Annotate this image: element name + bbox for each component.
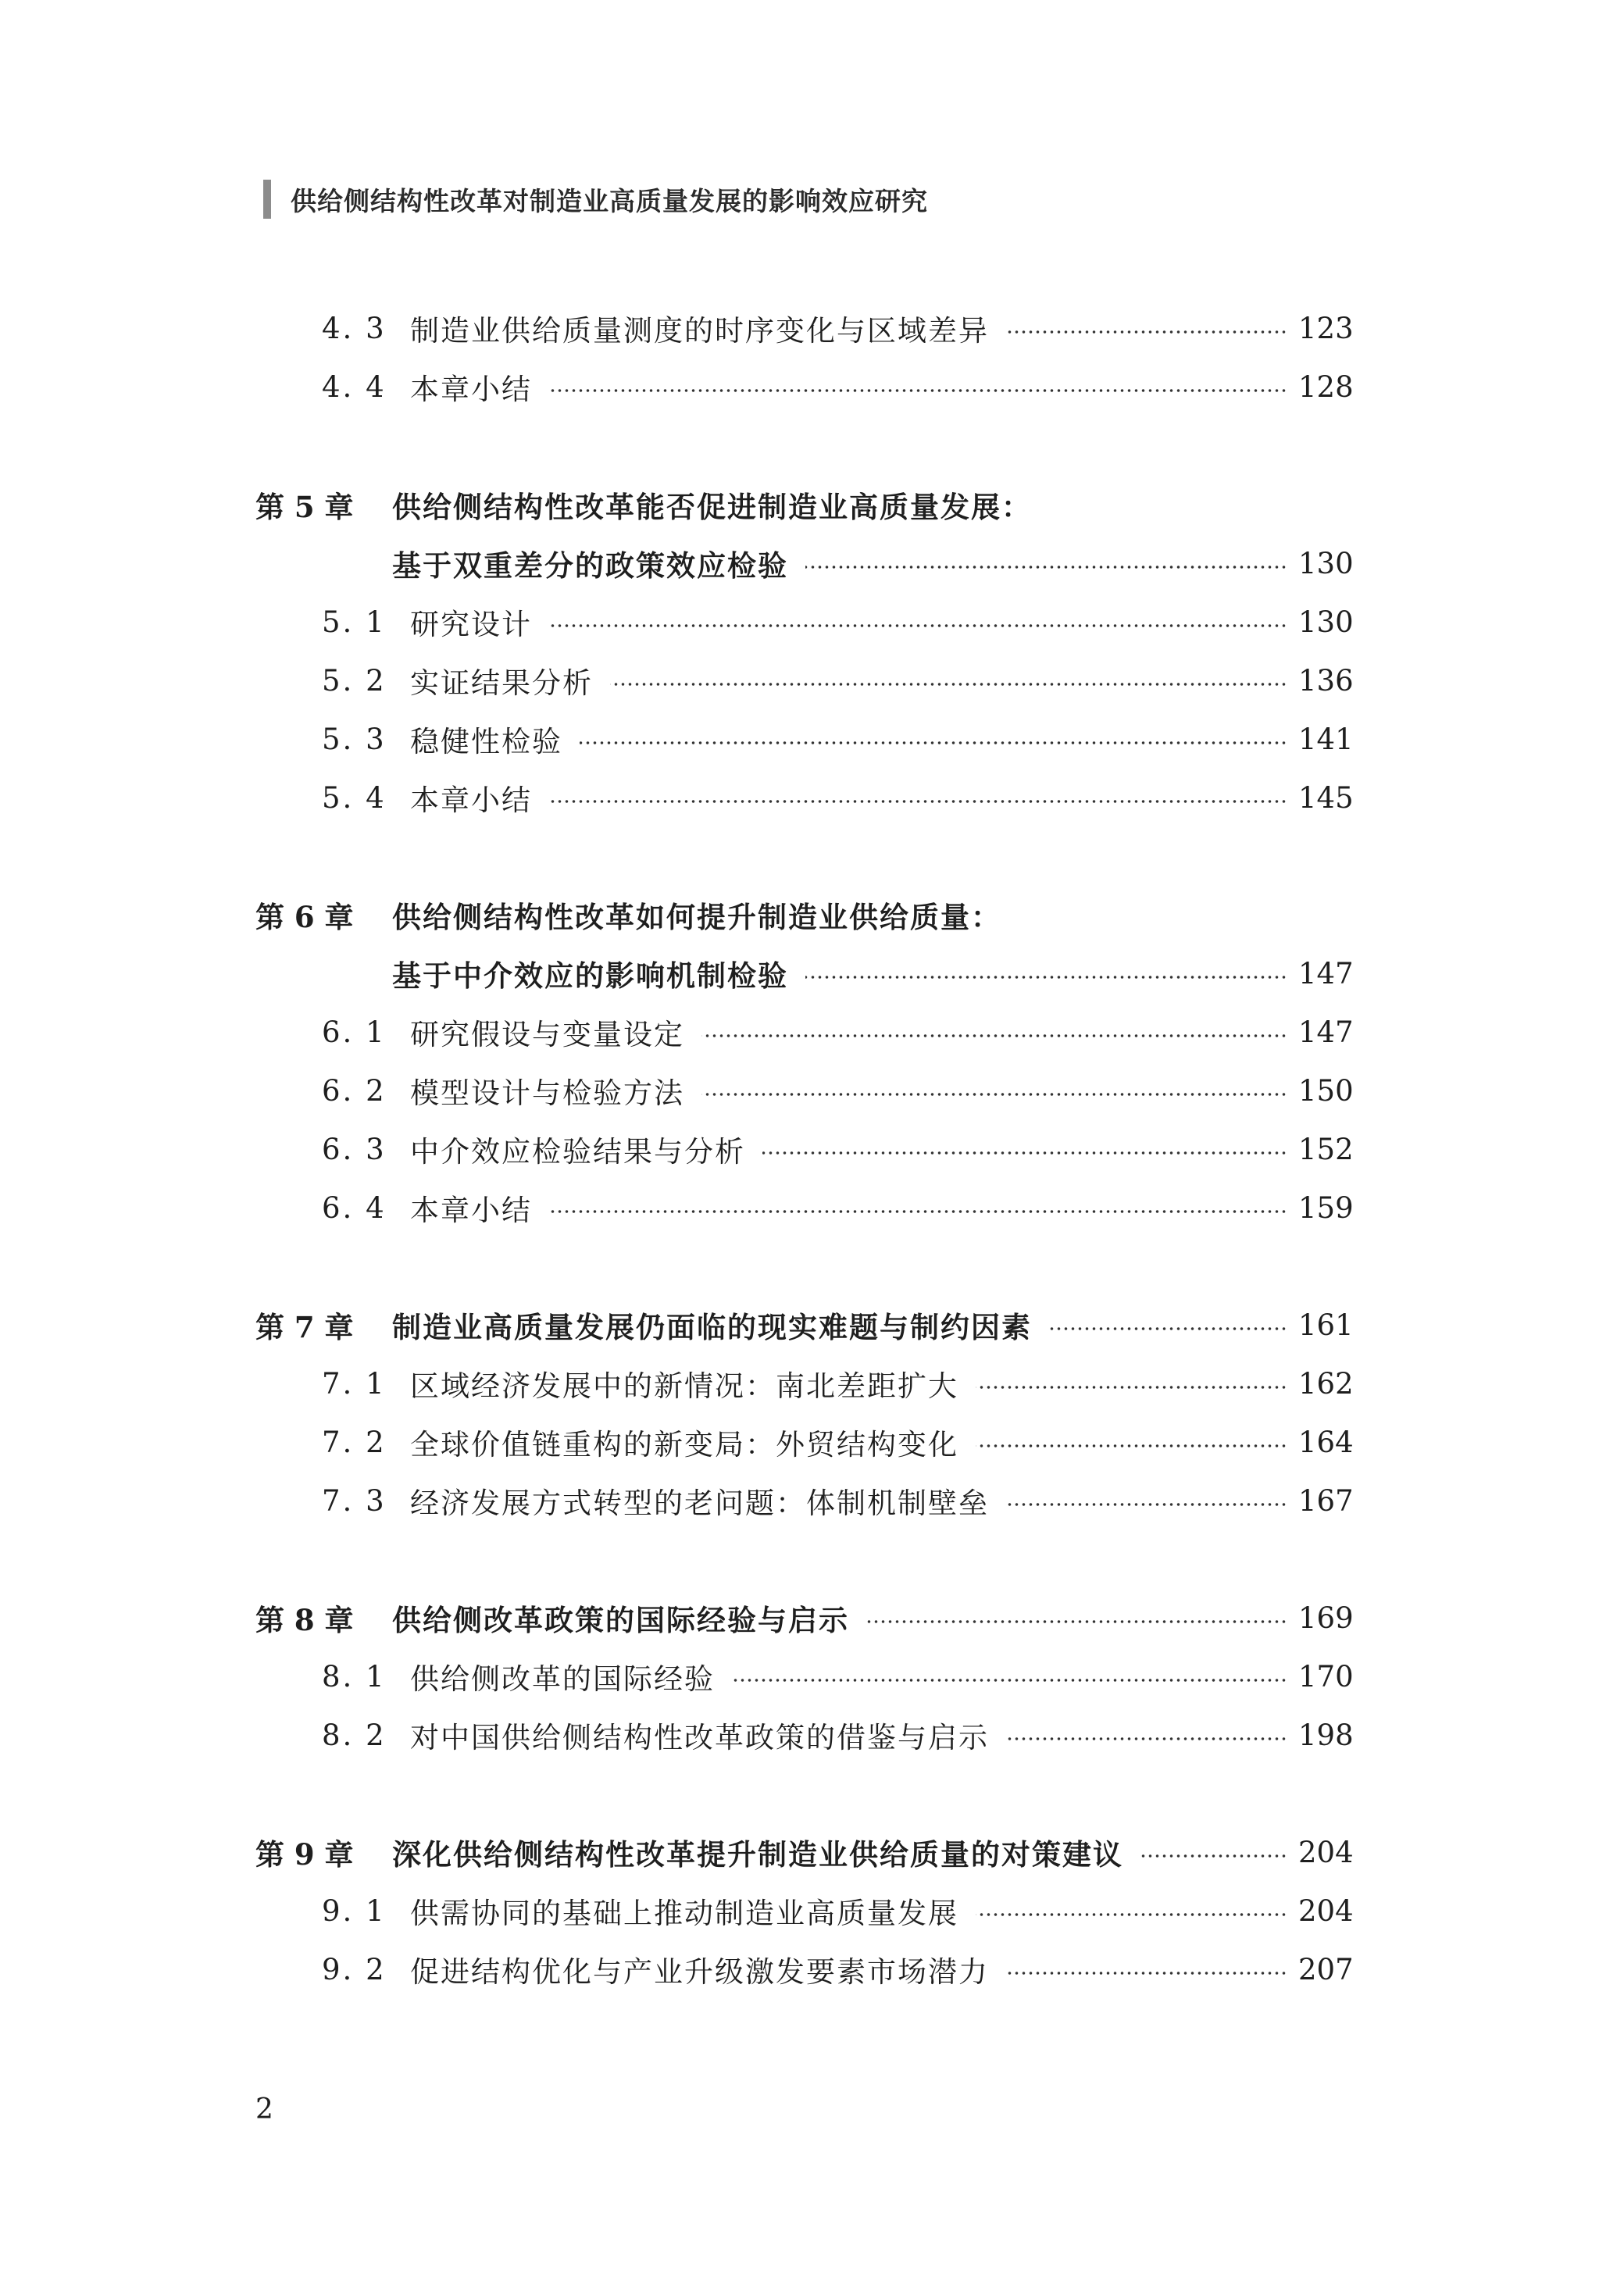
toc-chapter-7[interactable] (255, 1303, 1353, 1347)
dot-leader (1006, 1972, 1287, 1975)
running-header-title: 供给侧结构性改革对制造业高质量发展的影响效应研究 (291, 186, 928, 216)
dot-leader (762, 1151, 1287, 1155)
page-ref: 150 (1298, 1073, 1354, 1108)
dot-leader (1006, 1737, 1287, 1740)
toc-section-5-2[interactable] (322, 659, 1353, 702)
dot-leader (549, 389, 1287, 392)
toc-chapter-6[interactable] (255, 893, 1353, 937)
section-number: 6. 2 (322, 1073, 387, 1108)
section-title: 稳健性检验 (410, 725, 562, 758)
section-title: 经济发展方式转型的老问题：体制机制壁垒 (410, 1487, 989, 1520)
dot-leader (976, 1386, 1287, 1389)
section-title: 制造业供给质量测度的时序变化与区域差异 (410, 314, 989, 348)
toc-section-7-3[interactable] (322, 1479, 1353, 1522)
chapter-number: 第 8 章 (255, 1603, 354, 1637)
page-ref: 130 (1298, 605, 1354, 639)
dot-leader (1006, 330, 1287, 334)
toc-section-5-4[interactable] (322, 776, 1353, 819)
section-title: 供需协同的基础上推动制造业高质量发展 (410, 1897, 958, 1930)
section-number: 6. 1 (322, 1015, 387, 1049)
page-ref: 147 (1298, 956, 1354, 990)
dot-leader (549, 1210, 1287, 1213)
toc-section-5-1[interactable] (322, 600, 1353, 644)
dot-leader (701, 1093, 1287, 1096)
dot-leader (805, 566, 1287, 569)
toc-chapter-9[interactable] (255, 1830, 1353, 1874)
dot-leader (610, 683, 1287, 686)
section-number: 7. 2 (322, 1425, 387, 1459)
section-number: 9. 1 (322, 1893, 387, 1928)
section-title: 本章小结 (410, 373, 532, 406)
toc-section-4-3[interactable] (322, 306, 1353, 350)
section-number: 5. 4 (322, 780, 387, 815)
toc-section-5-3[interactable] (322, 717, 1353, 761)
dot-leader (1049, 1327, 1287, 1330)
section-title: 实证结果分析 (410, 666, 593, 700)
dot-leader (701, 1034, 1287, 1037)
chapter-subtitle: 基于中介效应的影响机制检验 (392, 959, 788, 993)
toc-chapter-6-subtitle[interactable] (255, 951, 1353, 995)
toc-section-8-2[interactable] (322, 1713, 1353, 1757)
dot-leader (549, 800, 1287, 803)
page-ref: 159 (1298, 1190, 1354, 1225)
dot-leader (1006, 1503, 1287, 1506)
section-number: 6. 4 (322, 1190, 387, 1225)
section-number: 4. 4 (322, 369, 387, 404)
toc-chapter-8[interactable] (255, 1596, 1353, 1640)
section-number: 7. 3 (322, 1483, 387, 1518)
section-title: 模型设计与检验方法 (410, 1076, 684, 1110)
page-number: 2 (255, 2093, 273, 2125)
section-number: 5. 2 (322, 663, 387, 698)
page-ref: 204 (1298, 1893, 1354, 1928)
toc-chapter-5[interactable] (255, 483, 1353, 526)
dot-leader (976, 1444, 1287, 1447)
section-number: 8. 2 (322, 1718, 387, 1752)
page-ref: 170 (1298, 1659, 1354, 1694)
page-ref: 152 (1298, 1132, 1354, 1166)
page-ref: 167 (1298, 1483, 1354, 1518)
page-ref: 161 (1298, 1308, 1354, 1342)
toc-section-7-1[interactable] (322, 1362, 1353, 1405)
dot-leader (549, 624, 1287, 627)
toc-chapter-5-subtitle[interactable] (255, 541, 1353, 585)
chapter-title: 制造业高质量发展仍面临的现实难题与制约因素 (392, 1311, 1032, 1344)
page-ref: 141 (1298, 722, 1354, 756)
section-number: 5. 1 (322, 605, 387, 639)
page-ref: 204 (1298, 1835, 1354, 1869)
page-ref: 169 (1298, 1601, 1354, 1635)
page-ref: 128 (1298, 369, 1354, 404)
chapter-title: 深化供给侧结构性改革提升制造业供给质量的对策建议 (392, 1838, 1123, 1872)
chapter-title: 供给侧改革政策的国际经验与启示 (392, 1604, 849, 1637)
page-ref: 136 (1298, 663, 1354, 698)
dot-leader (976, 1913, 1287, 1916)
header-bar (263, 180, 271, 219)
chapter-title: 供给侧结构性改革如何提升制造业供给质量： (392, 901, 1001, 934)
page-ref: 147 (1298, 1015, 1354, 1049)
chapter-subtitle: 基于双重差分的政策效应检验 (392, 549, 788, 583)
section-title: 对中国供给侧结构性改革政策的借鉴与启示 (410, 1721, 989, 1754)
chapter-title: 供给侧结构性改革能否促进制造业高质量发展： (392, 491, 1032, 524)
section-title: 研究假设与变量设定 (410, 1018, 684, 1051)
section-title: 促进结构优化与产业升级激发要素市场潜力 (410, 1955, 989, 1989)
toc-section-6-4[interactable] (322, 1186, 1353, 1230)
section-number: 9. 2 (322, 1952, 387, 1986)
page-ref: 198 (1298, 1718, 1354, 1752)
section-title: 本章小结 (410, 783, 532, 817)
section-number: 6. 3 (322, 1132, 387, 1166)
chapter-number: 第 9 章 (255, 1837, 354, 1872)
dot-leader (580, 741, 1287, 744)
toc-section-4-4[interactable] (322, 365, 1353, 409)
chapter-number: 第 7 章 (255, 1310, 354, 1344)
toc-section-9-2[interactable] (322, 1947, 1353, 1991)
dot-leader (1140, 1854, 1287, 1858)
section-title: 全球价值链重构的新变局：外贸结构变化 (410, 1428, 958, 1462)
toc-section-7-2[interactable] (322, 1420, 1353, 1464)
dot-leader (732, 1679, 1287, 1682)
page-ref: 123 (1298, 311, 1354, 345)
section-number: 4. 3 (322, 311, 387, 345)
page-ref: 164 (1298, 1425, 1354, 1459)
page-ref: 130 (1298, 546, 1354, 580)
toc-section-6-2[interactable] (322, 1069, 1353, 1112)
chapter-number: 第 5 章 (255, 490, 354, 524)
section-number: 7. 1 (322, 1366, 387, 1401)
section-number: 5. 3 (322, 722, 387, 756)
dot-leader (866, 1620, 1287, 1623)
section-title: 供给侧改革的国际经验 (410, 1662, 715, 1696)
section-title: 中介效应检验结果与分析 (410, 1135, 745, 1169)
section-title: 本章小结 (410, 1194, 532, 1227)
toc-section-6-3[interactable] (322, 1127, 1353, 1171)
page-ref: 207 (1298, 1952, 1354, 1986)
toc-section-9-1[interactable] (322, 1889, 1353, 1933)
toc-section-8-1[interactable] (322, 1654, 1353, 1698)
section-title: 研究设计 (410, 608, 532, 641)
toc-section-6-1[interactable] (322, 1010, 1353, 1054)
page-ref: 145 (1298, 780, 1354, 815)
section-title: 区域经济发展中的新情况：南北差距扩大 (410, 1369, 958, 1403)
dot-leader (805, 976, 1287, 979)
chapter-number: 第 6 章 (255, 900, 354, 934)
section-number: 8. 1 (322, 1659, 387, 1694)
page-ref: 162 (1298, 1366, 1354, 1401)
